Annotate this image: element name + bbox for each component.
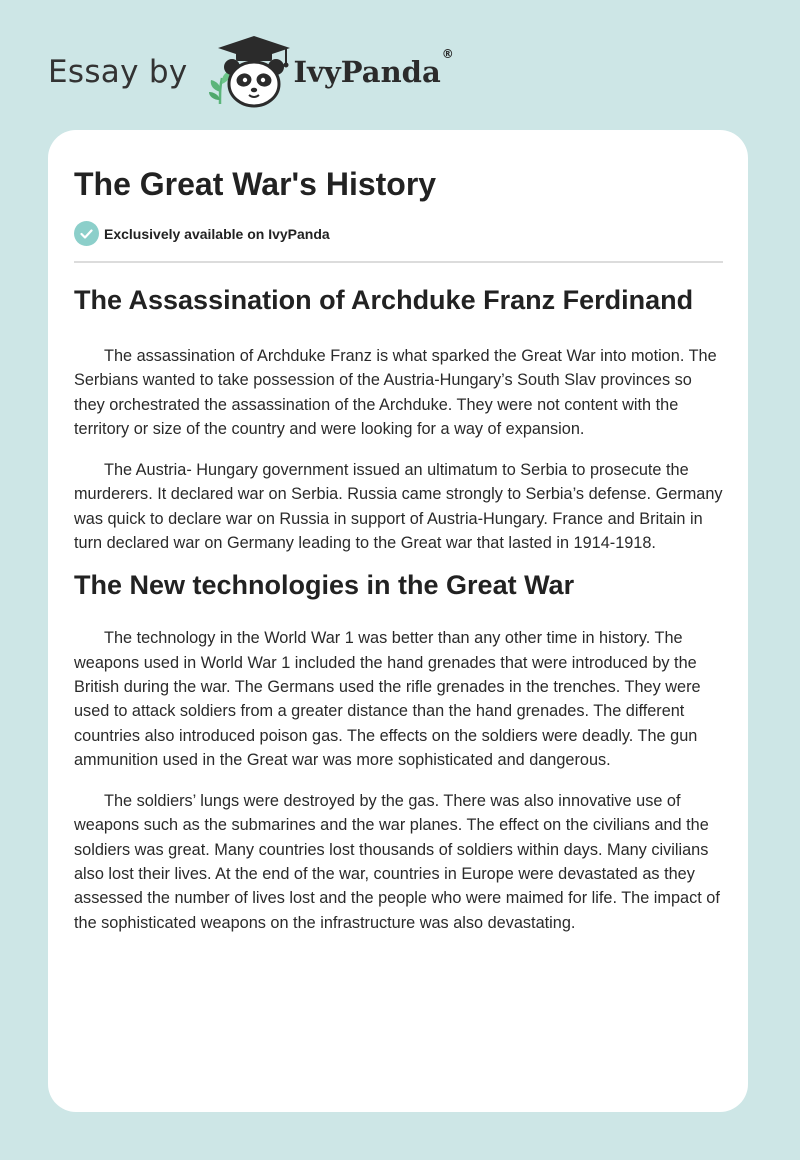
exclusive-badge-text: Exclusively available on IvyPanda bbox=[104, 225, 330, 242]
exclusive-badge bbox=[74, 221, 330, 246]
registered-mark: ® bbox=[441, 47, 454, 61]
paragraph: The assassination of Archduke Franz is what sparked the Great War into motion. The Serbians wanted to take possession of the Austria-Hungary’s South Slav provinces so they orchestrated the assassination of the Archduke. They were not content with the territory or size of the country and were looking for a way of expansion. bbox=[74, 347, 717, 438]
essay-body bbox=[74, 280, 723, 935]
panda-logo-icon bbox=[202, 34, 298, 110]
check-circle-icon bbox=[74, 221, 99, 246]
paragraph: The Austria- Hungary government issued an ultimatum to Serbia to prosecute the murderers. It declared war on Serbia. Russia came strongly to Serbia’s defense. Germany was quick to declare war on Russia in support of Austria-Hungary. France and Britain in turn declared war on Germany leading to the Great war that lasted in 1914-1918. bbox=[74, 461, 723, 553]
essay-title: The Great War's History bbox=[74, 166, 437, 202]
section-heading: The Assassination of Archduke Franz Ferdinand bbox=[74, 285, 694, 315]
brand-header[interactable] bbox=[48, 34, 454, 110]
essay-by-label: Essay by bbox=[48, 54, 188, 90]
brand-name bbox=[293, 47, 454, 89]
brand-name-text: IvyPanda bbox=[293, 55, 441, 89]
essay-card bbox=[48, 130, 748, 1112]
checkmark-icon bbox=[80, 229, 93, 239]
paragraph: The technology in the World War 1 was better than any other time in history. The weapons used in World War 1 included the hand grenades that were introduced by the British during the war. The Germans used the rifle grenades in the trenches. They were used to attack soldiers from a greater distance than the hand grenades. The different countries also introduced poison gas. The effects on the soldiers were deadly. The gun ammunition used in the Great war was more sophisticated and dangerous. bbox=[74, 629, 701, 769]
section-heading: The New technologies in the Great War bbox=[74, 570, 575, 601]
paragraph: The soldiers’ lungs were destroyed by the gas. There was also innovative use of weapons such as the submarines and the war planes. The effect on the civilians and the soldiers was great. Many countries lost thousands of soldiers within days. Many civilians also lost their lives. At the end of the war, countries in Europe were devastated as they assessed the number of lives lost and the people who were maimed for life. The impact of the sophisticated weapons on the infrastructure was also devastating. bbox=[74, 792, 720, 932]
title-divider bbox=[74, 261, 723, 263]
